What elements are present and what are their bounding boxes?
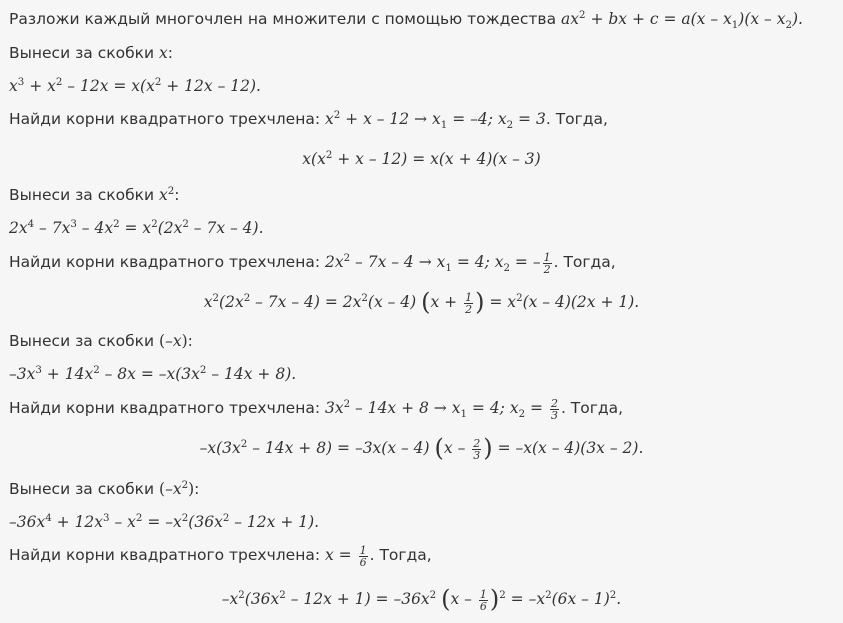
take-out-label: Вынеси за скобки: [9, 186, 155, 204]
roots-line-2: Найди корни квадратного трехчлена: $2x^2 - 7x - 4 \to x_1 = 4$; $x_2$ = – $\frac{1}{2}$ . Тогда,: [9, 250, 616, 276]
take-out-line-2: Вынеси за скобки $x^2$:: [9, 185, 180, 204]
then-label: Тогда,: [563, 253, 616, 271]
roots-line-4: Найди корни квадратного трехчлена: x = $\frac{1}{6}$ . Тогда,: [9, 543, 432, 569]
then-label: Тогда,: [379, 546, 432, 564]
take-out-label: Вынеси за скобки: [9, 332, 155, 350]
roots-prefix: Найди корни квадратного трехчлена:: [9, 110, 321, 128]
take-out-line-3: Вынеси за скобки (–x):: [9, 332, 193, 350]
roots-formula: $3x^2 - 14x + 8 \to x_1 = 4$; $x_2$ = $\frac{2}{3}$: [324, 396, 558, 422]
then-label: Тогда,: [555, 110, 608, 128]
factored-line-1: $x^3 + x^2 - 12x = x(x^2 + 12x - 12)$.: [9, 76, 261, 95]
take-out-label: Вынеси за скобки: [9, 44, 155, 62]
take-out-line-1: Вынеси за скобки x:: [9, 44, 174, 62]
take-out-line-4: Вынеси за скобки $(-x^2)$:: [9, 479, 200, 498]
take-out-label: Вынеси за скобки: [9, 480, 155, 498]
roots-line-3: Найди корни квадратного трехчлена: $3x^2 - 14x + 8 \to x_1 = 4$; $x_2$ = $\frac{2}{3}$ . Тогда,: [9, 396, 624, 422]
factored-line-2: $2x^4 - 7x^3 - 4x^2 = x^2(2x^2 - 7x - 4)$.: [9, 218, 264, 237]
roots-prefix: Найди корни квадратного трехчлена:: [9, 399, 321, 417]
factored-line-4: $-36x^4 + 12x^3 - x^2 = -x^2(36x^2 - 12x + 1)$.: [9, 512, 320, 531]
intro-line: [9, 8, 833, 30]
result-line-4: $-x^2(36x^2 - 12x + 1) = -36x^2$ (x – $\frac{1}{6}$ )$^2 = -x^2(6x - 1)^2$.: [221, 585, 622, 613]
roots-prefix: Найди корни квадратного трехчлена:: [9, 546, 321, 564]
result-line-3: $-x(3x^2 - 14x + 8) = -3x(x - 4)$ (x – $\frac{2}{3}$ ) = –x(x – 4)(3x – 2).: [199, 434, 644, 462]
roots-formula: x = $\frac{1}{6}$: [324, 543, 367, 569]
then-label: Тогда,: [570, 399, 624, 417]
take-out-term: (–x): [159, 332, 188, 350]
roots-formula: $x^2 + x - 12 \to x_1 = -4$; $x_2 = 3$: [324, 109, 546, 132]
identity-formula: $ax^2$ + bx + $c = a(x - x_1)(x - x_2)$.: [561, 9, 803, 32]
roots-prefix: Найди корни квадратного трехчлена:: [9, 253, 321, 271]
take-out-term: $x^2$: [159, 185, 175, 204]
intro-text: Разложи каждый многочлен на множители с помощью тождества: [9, 10, 557, 28]
roots-formula: $2x^2 - 7x - 4 \to x_1 = 4$; $x_2$ = – $\frac{1}{2}$: [324, 250, 551, 276]
take-out-term: $(-x^2)$: [159, 479, 195, 498]
result-line-1: $x(x^2 + x - 12) = x(x + 4)(x - 3)$: [302, 149, 541, 168]
roots-line-1: Найди корни квадратного трехчлена: $x^2 + x - 12 \to x_1 = -4$; $x_2 = 3$. Тогда,: [9, 109, 608, 132]
factored-line-3: $-3x^3 + 14x^2 - 8x = -x(3x^2 - 14x + 8)$.: [9, 364, 297, 383]
result-line-2: $x^2(2x^2 - 7x - 4) = 2x^2(x - 4) (x$ + $\frac{1}{2}$ ) = $x^2(x - 4)(2x + 1)$.: [203, 288, 640, 316]
take-out-term: x: [159, 44, 168, 62]
